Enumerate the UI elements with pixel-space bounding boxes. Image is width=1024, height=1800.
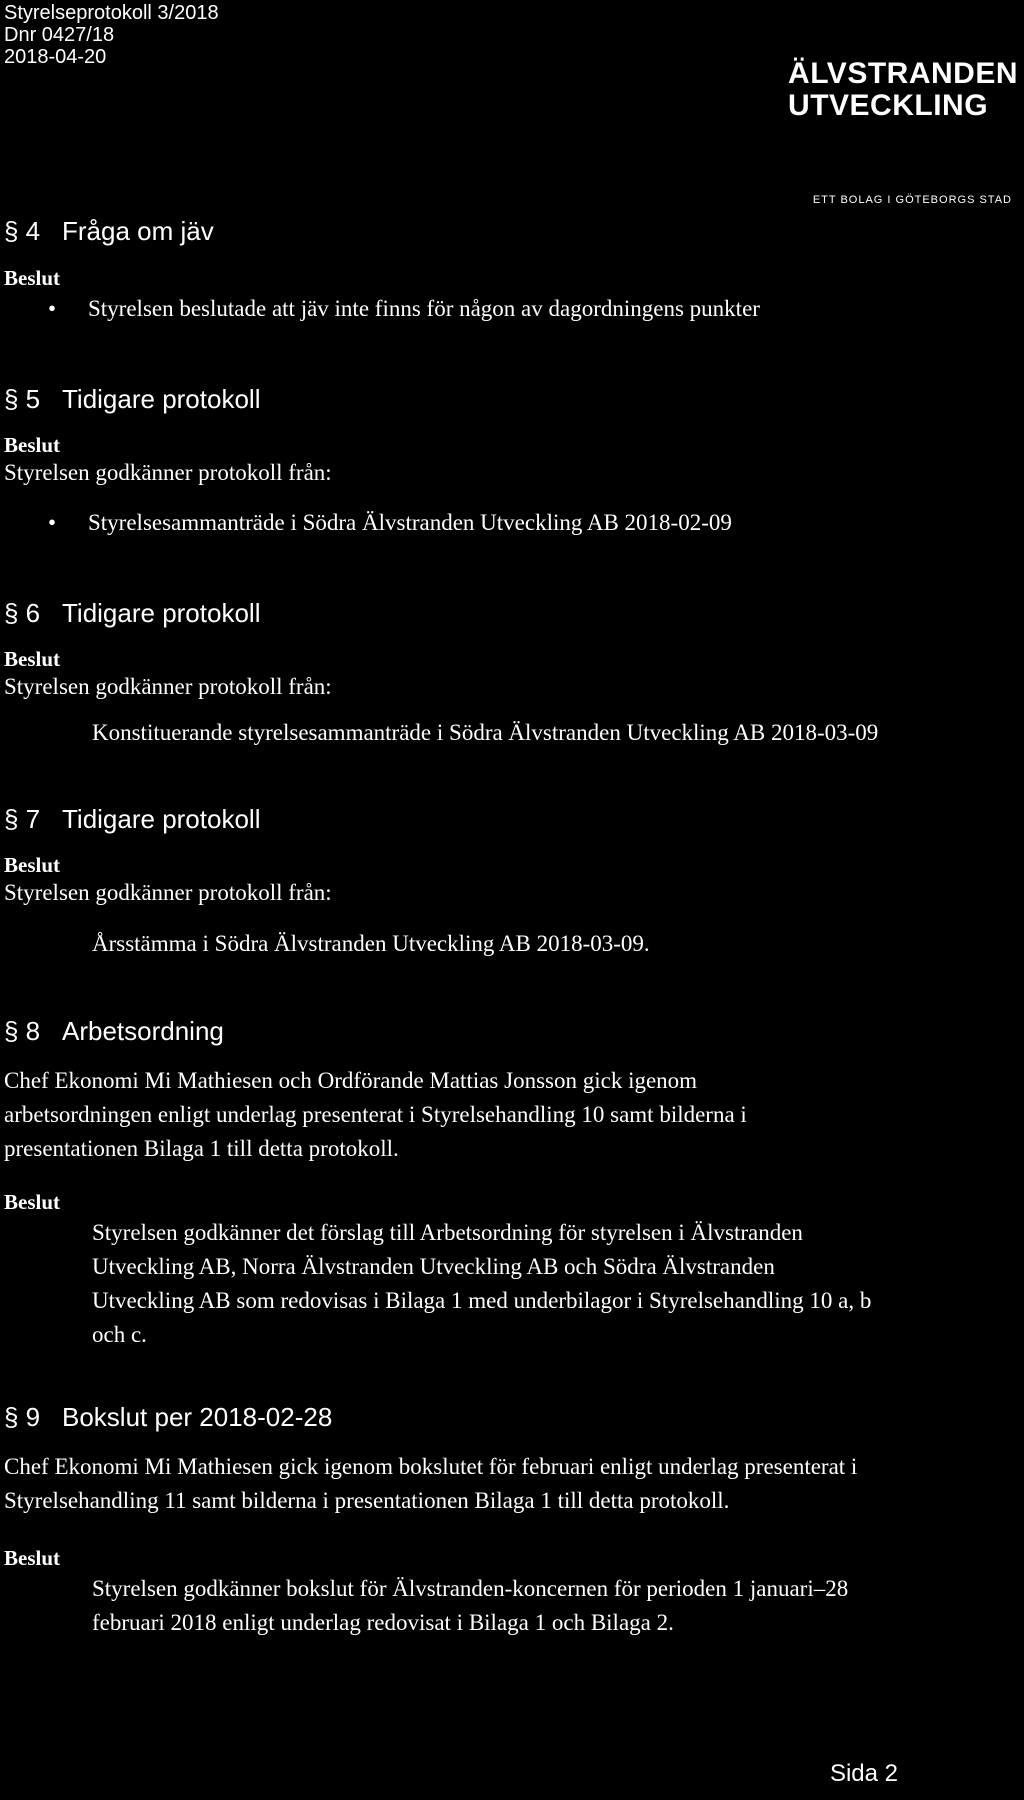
company-logo (788, 58, 1018, 122)
protocol-number: Styrelseprotokoll 3/2018 (4, 2, 219, 24)
section-body: Chef Ekonomi Mi Mathiesen gick igenom bokslutet för februari enligt underlag presenterat i Styrelsehandling 11 samt bilderna i presentationen Bilaga 1 till detta protokoll. (4, 1454, 858, 1513)
logo-subline: ETT BOLAG I GÖTEBORGS STAD (812, 194, 1012, 206)
section-title: Bokslut per 2018-02-28 (62, 1402, 333, 1432)
logo-line-1: ÄLVSTRANDEN (788, 57, 1018, 90)
decision-text: Styrelsen godkänner det förslag till Arbetsordning för styrelsen i Älvstranden Utveckling AB, Norra Älvstranden Utveckling AB och Södra Älvstranden Utveckling AB som redovisas i Bilaga 1 med underbilagor i Styrelsehandling 10 a, b och c. (92, 1220, 872, 1347)
section-heading (4, 384, 1004, 414)
section-heading (4, 216, 1004, 246)
beslut-label: Beslut (4, 433, 61, 457)
section-5 (4, 384, 1004, 535)
protocol-reference: Konstituerande styrelsesammanträde i Södra Älvstranden Utveckling AB 2018-03-09 (92, 720, 879, 745)
section-intro: Styrelsen godkänner protokoll från: (4, 460, 332, 485)
section-title: Arbetsordning (62, 1016, 224, 1046)
diary-number: Dnr 0427/18 (4, 24, 115, 46)
list-item-text: Styrelsesammanträde i Södra Älvstranden Utveckling AB 2018-02-09 (88, 510, 732, 535)
section-heading (4, 1402, 1004, 1432)
section-number: § 6 (4, 598, 41, 628)
section-number: § 8 (4, 1016, 41, 1046)
decision-text: Styrelsen godkänner bokslut för Älvstranden-koncernen för perioden 1 januari–28 februari 2018 enligt underlag redovisat i Bilaga 1 och Bilaga 2. (92, 1576, 849, 1635)
section-intro: Styrelsen godkänner protokoll från: (4, 674, 332, 699)
logo-line-2: UTVECKLING (788, 89, 989, 122)
section-body: Chef Ekonomi Mi Mathiesen och Ordförande Mattias Jonsson gick igenom arbetsordningen enligt underlag presenterat i Styrelsehandling 10 samt bilderna i presentationen Bilaga 1 till detta protokoll. (4, 1068, 747, 1161)
section-number: § 4 (4, 216, 41, 246)
section-heading (4, 1016, 1004, 1046)
bullet-dot: • (48, 296, 57, 321)
document-date: 2018-04-20 (4, 46, 107, 68)
section-8 (4, 1016, 1004, 1347)
list-item-text: Styrelsen beslutade att jäv inte finns för någon av dagordningens punkter (88, 296, 760, 321)
section-6 (4, 598, 1004, 745)
beslut-label: Beslut (4, 647, 61, 671)
section-7 (4, 804, 1004, 956)
section-heading (4, 804, 1004, 834)
section-4 (4, 216, 1004, 321)
section-title: Tidigare protokoll (62, 804, 261, 834)
section-9 (4, 1402, 1004, 1635)
beslut-label: Beslut (4, 853, 61, 877)
bullet-dot: • (48, 510, 57, 535)
section-number: § 7 (4, 804, 41, 834)
document-meta (4, 2, 219, 68)
section-title: Tidigare protokoll (62, 384, 261, 414)
section-title: Tidigare protokoll (62, 598, 261, 628)
beslut-label: Beslut (4, 266, 61, 290)
section-heading (4, 598, 1004, 628)
section-number: § 9 (4, 1402, 41, 1432)
section-intro: Styrelsen godkänner protokoll från: (4, 880, 332, 905)
protocol-reference: Årsstämma i Södra Älvstranden Utveckling AB 2018-03-09. (92, 931, 650, 956)
section-title: Fråga om jäv (62, 216, 214, 246)
beslut-label: Beslut (4, 1190, 61, 1214)
page-number: Sida 2 (829, 1760, 898, 1787)
section-number: § 5 (4, 384, 41, 414)
beslut-label: Beslut (4, 1546, 61, 1570)
